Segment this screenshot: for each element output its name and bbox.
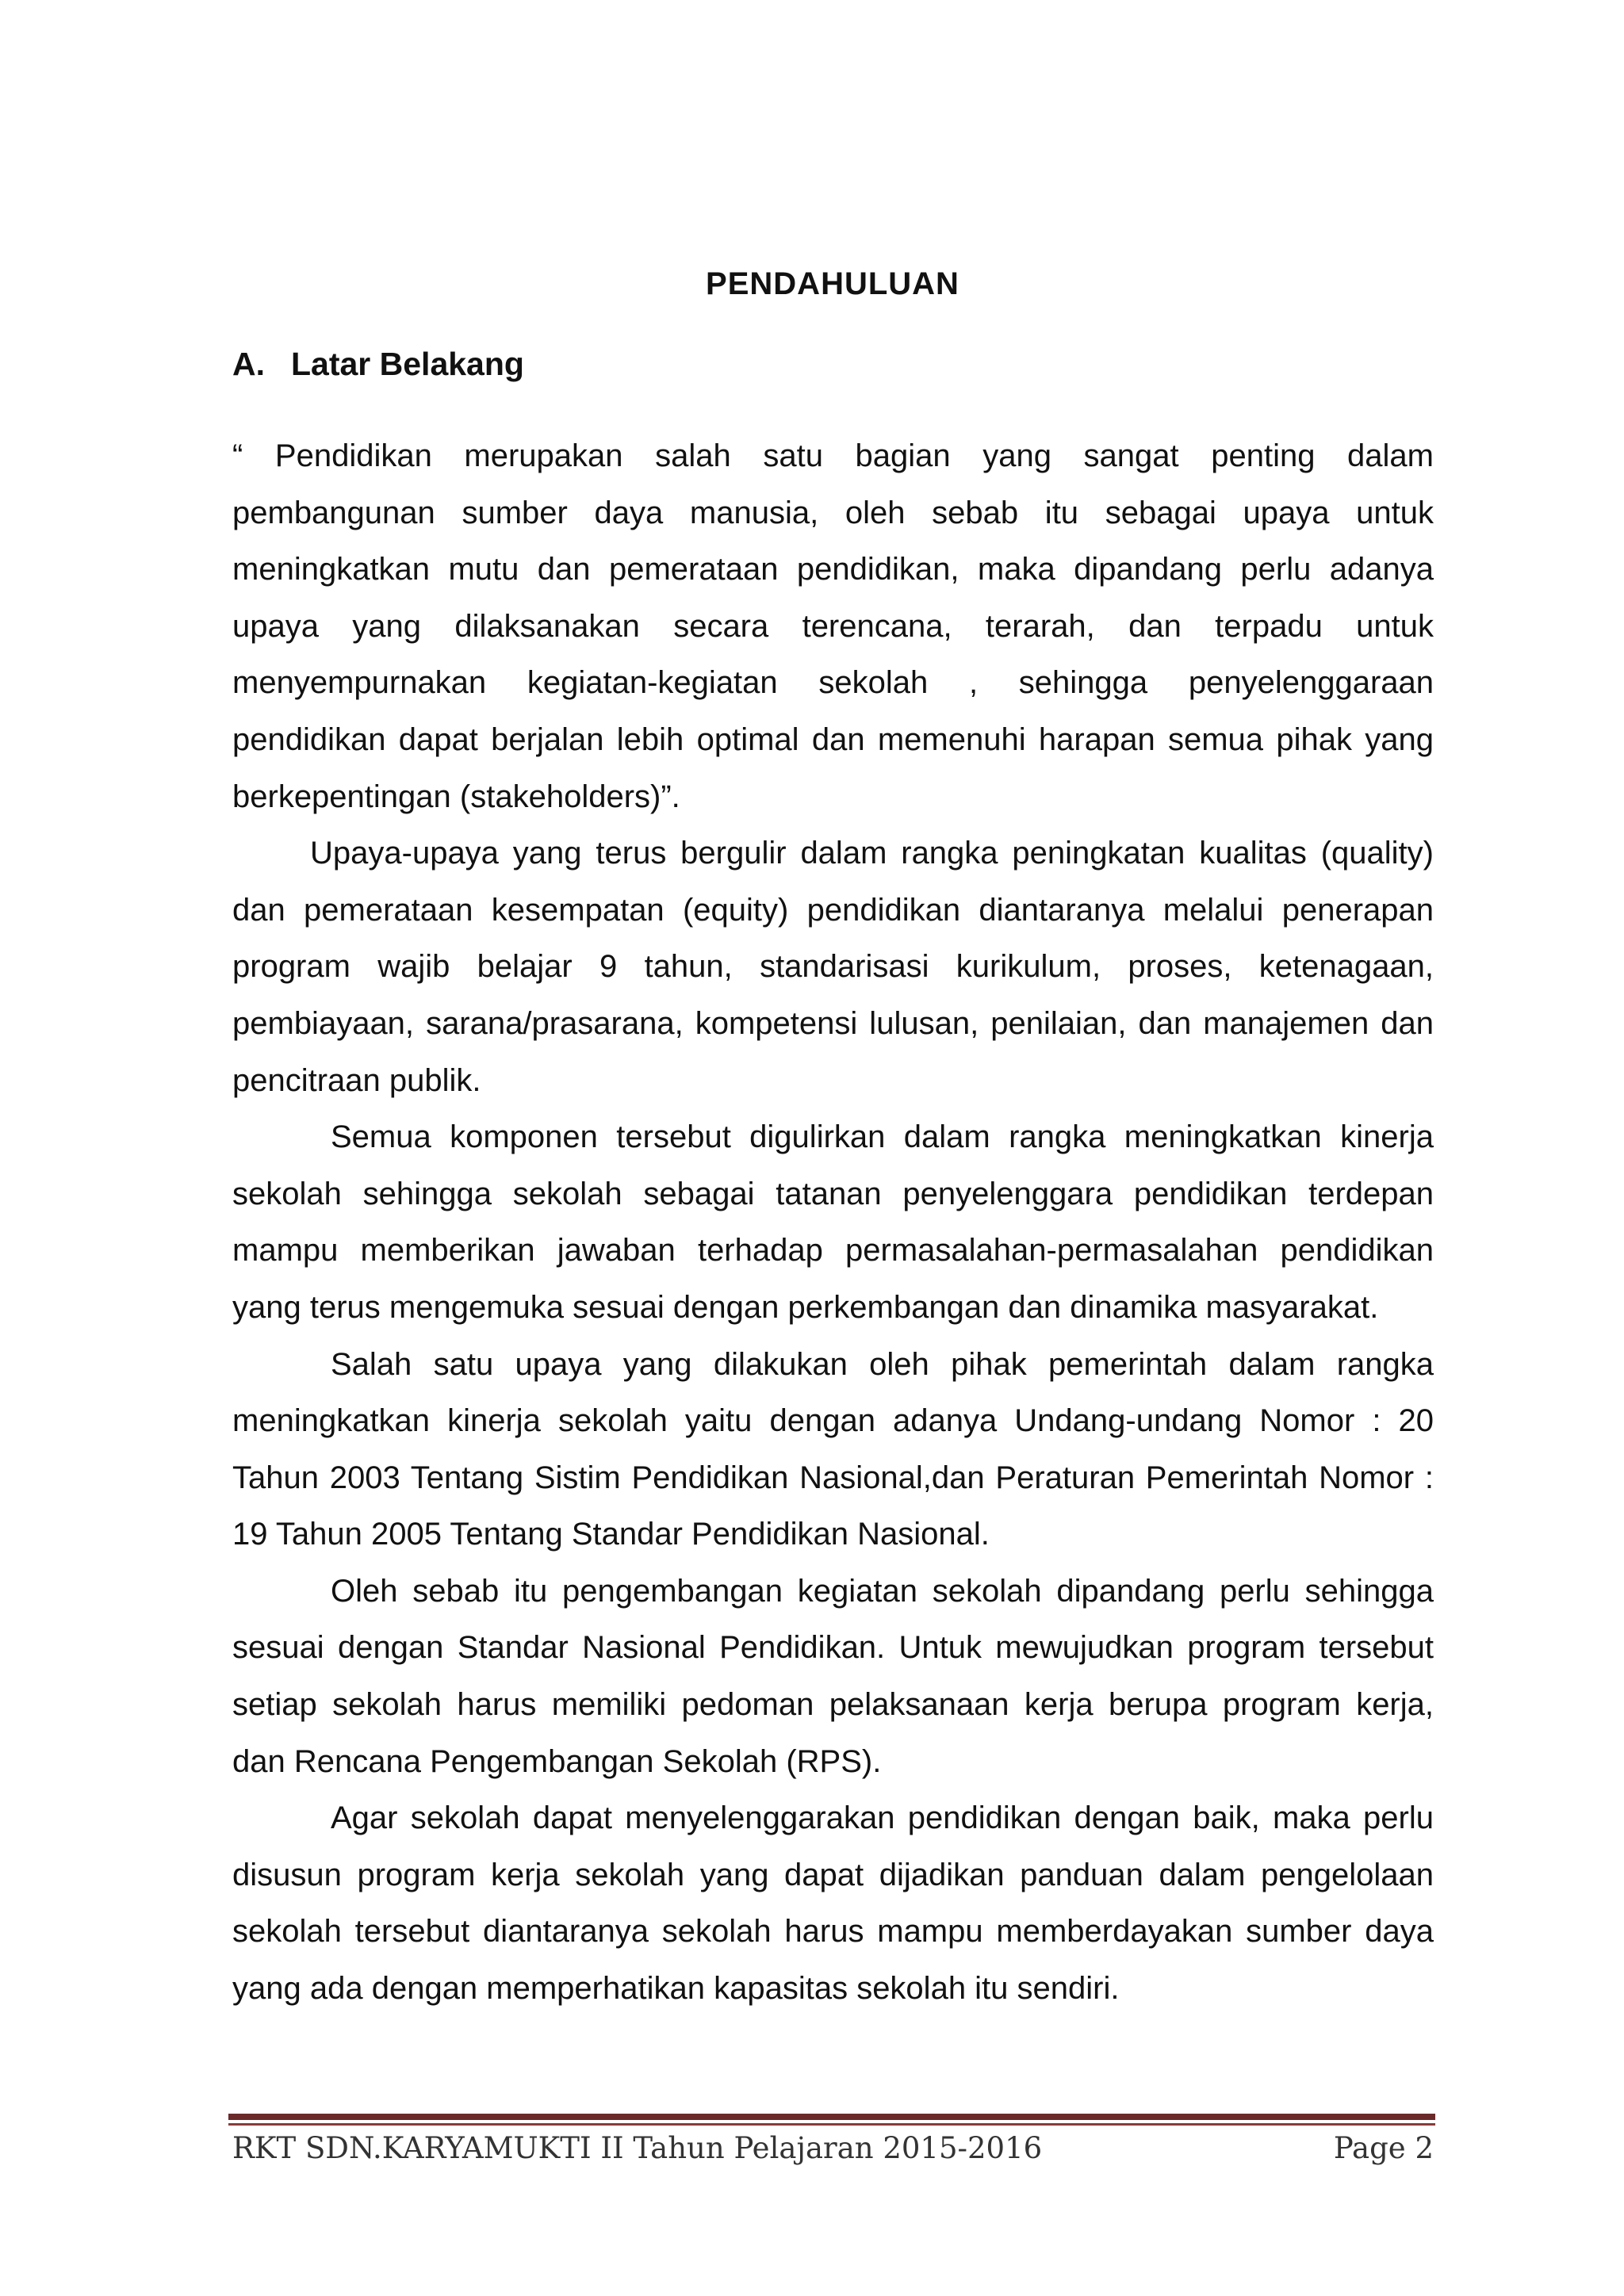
section-number: A. [232,346,265,382]
paragraph-5: Oleh sebab itu pengembangan kegiatan sekolah dipandang perlu sehingga sesuai dengan Standar Nasional Pendidikan. Untuk mewujudkan program tersebut setiap sekolah harus memiliki pedoman pelaksanaan kerja berupa program kerja, dan Rencana Pengembangan Sekolah (RPS). [232,1573,1434,1779]
page-title: PENDAHULUAN [706,266,959,301]
paragraph-4: Salah satu upaya yang dilakukan oleh pihak pemerintah dalam rangka meningkatkan kinerja sekolah yaitu dengan adanya Undang-undang Nomor : 20 Tahun 2003 Tentang Sistim Pendidikan Nasional,dan Peraturan Pemerintah Nomor : 19 Tahun 2005 Tentang Standar Pendidikan Nasional. [232,1346,1434,1552]
footer-document-label: RKT SDN.KARYAMUKTI II Tahun Pelajaran 2015-2016 [232,2131,1043,2165]
body-text [232,428,1434,2018]
section-heading [232,346,524,383]
footer-rule-thin [228,2123,1435,2126]
paragraph-6: Agar sekolah dapat menyelenggarakan pendidikan dengan baik, maka perlu disusun program kerja sekolah yang dapat dijadikan panduan dalam pengelolaan sekolah tersebut diantaranya sekolah harus mampu memberdayakan sumber daya yang ada dengan memperhatikan kapasitas sekolah itu sendiri. [232,1800,1434,2007]
page-footer [232,2131,1434,2165]
footer-rule-thick [228,2114,1435,2120]
footer-page-number: Page 2 [1333,2131,1434,2165]
paragraph-1: “ Pendidikan merupakan salah satu bagian yang sangat penting dalam pembangunan sumber daya manusia, oleh sebab itu sebagai upaya untuk meningkatkan mutu dan pemerataan pendidikan, maka dipandang perlu adanya upaya yang dilaksanakan secara terencana, terarah, dan terpadu untuk menyempurnakan kegiatan-kegiatan sekolah , sehingga penyelenggaraan pendidikan dapat berjalan lebih optimal dan memenuhi harapan semua pihak yang berkepentingan (stakeholders)”. [232,438,1434,814]
paragraph-3: Semua komponen tersebut digulirkan dalam rangka meningkatkan kinerja sekolah sehingga sekolah sebagai tatanan penyelenggara pendidikan terdepan mampu memberikan jawaban terhadap permasalahan-permasalahan pendidikan yang terus mengemuka sesuai dengan perkembangan dan dinamika masyarakat. [232,1119,1434,1325]
paragraph-2: Upaya-upaya yang terus bergulir dalam rangka peningkatan kualitas (quality) dan pemerataan kesempatan (equity) pendidikan diantaranya melalui penerapan program wajib belajar 9 tahun, standarisasi kurikulum, proses, ketenagaan, pembiayaan, sarana/prasarana, kompetensi lulusan, penilaian, dan manajemen dan pencitraan publik. [232,836,1434,1098]
section-heading-text: Latar Belakang [291,346,524,382]
